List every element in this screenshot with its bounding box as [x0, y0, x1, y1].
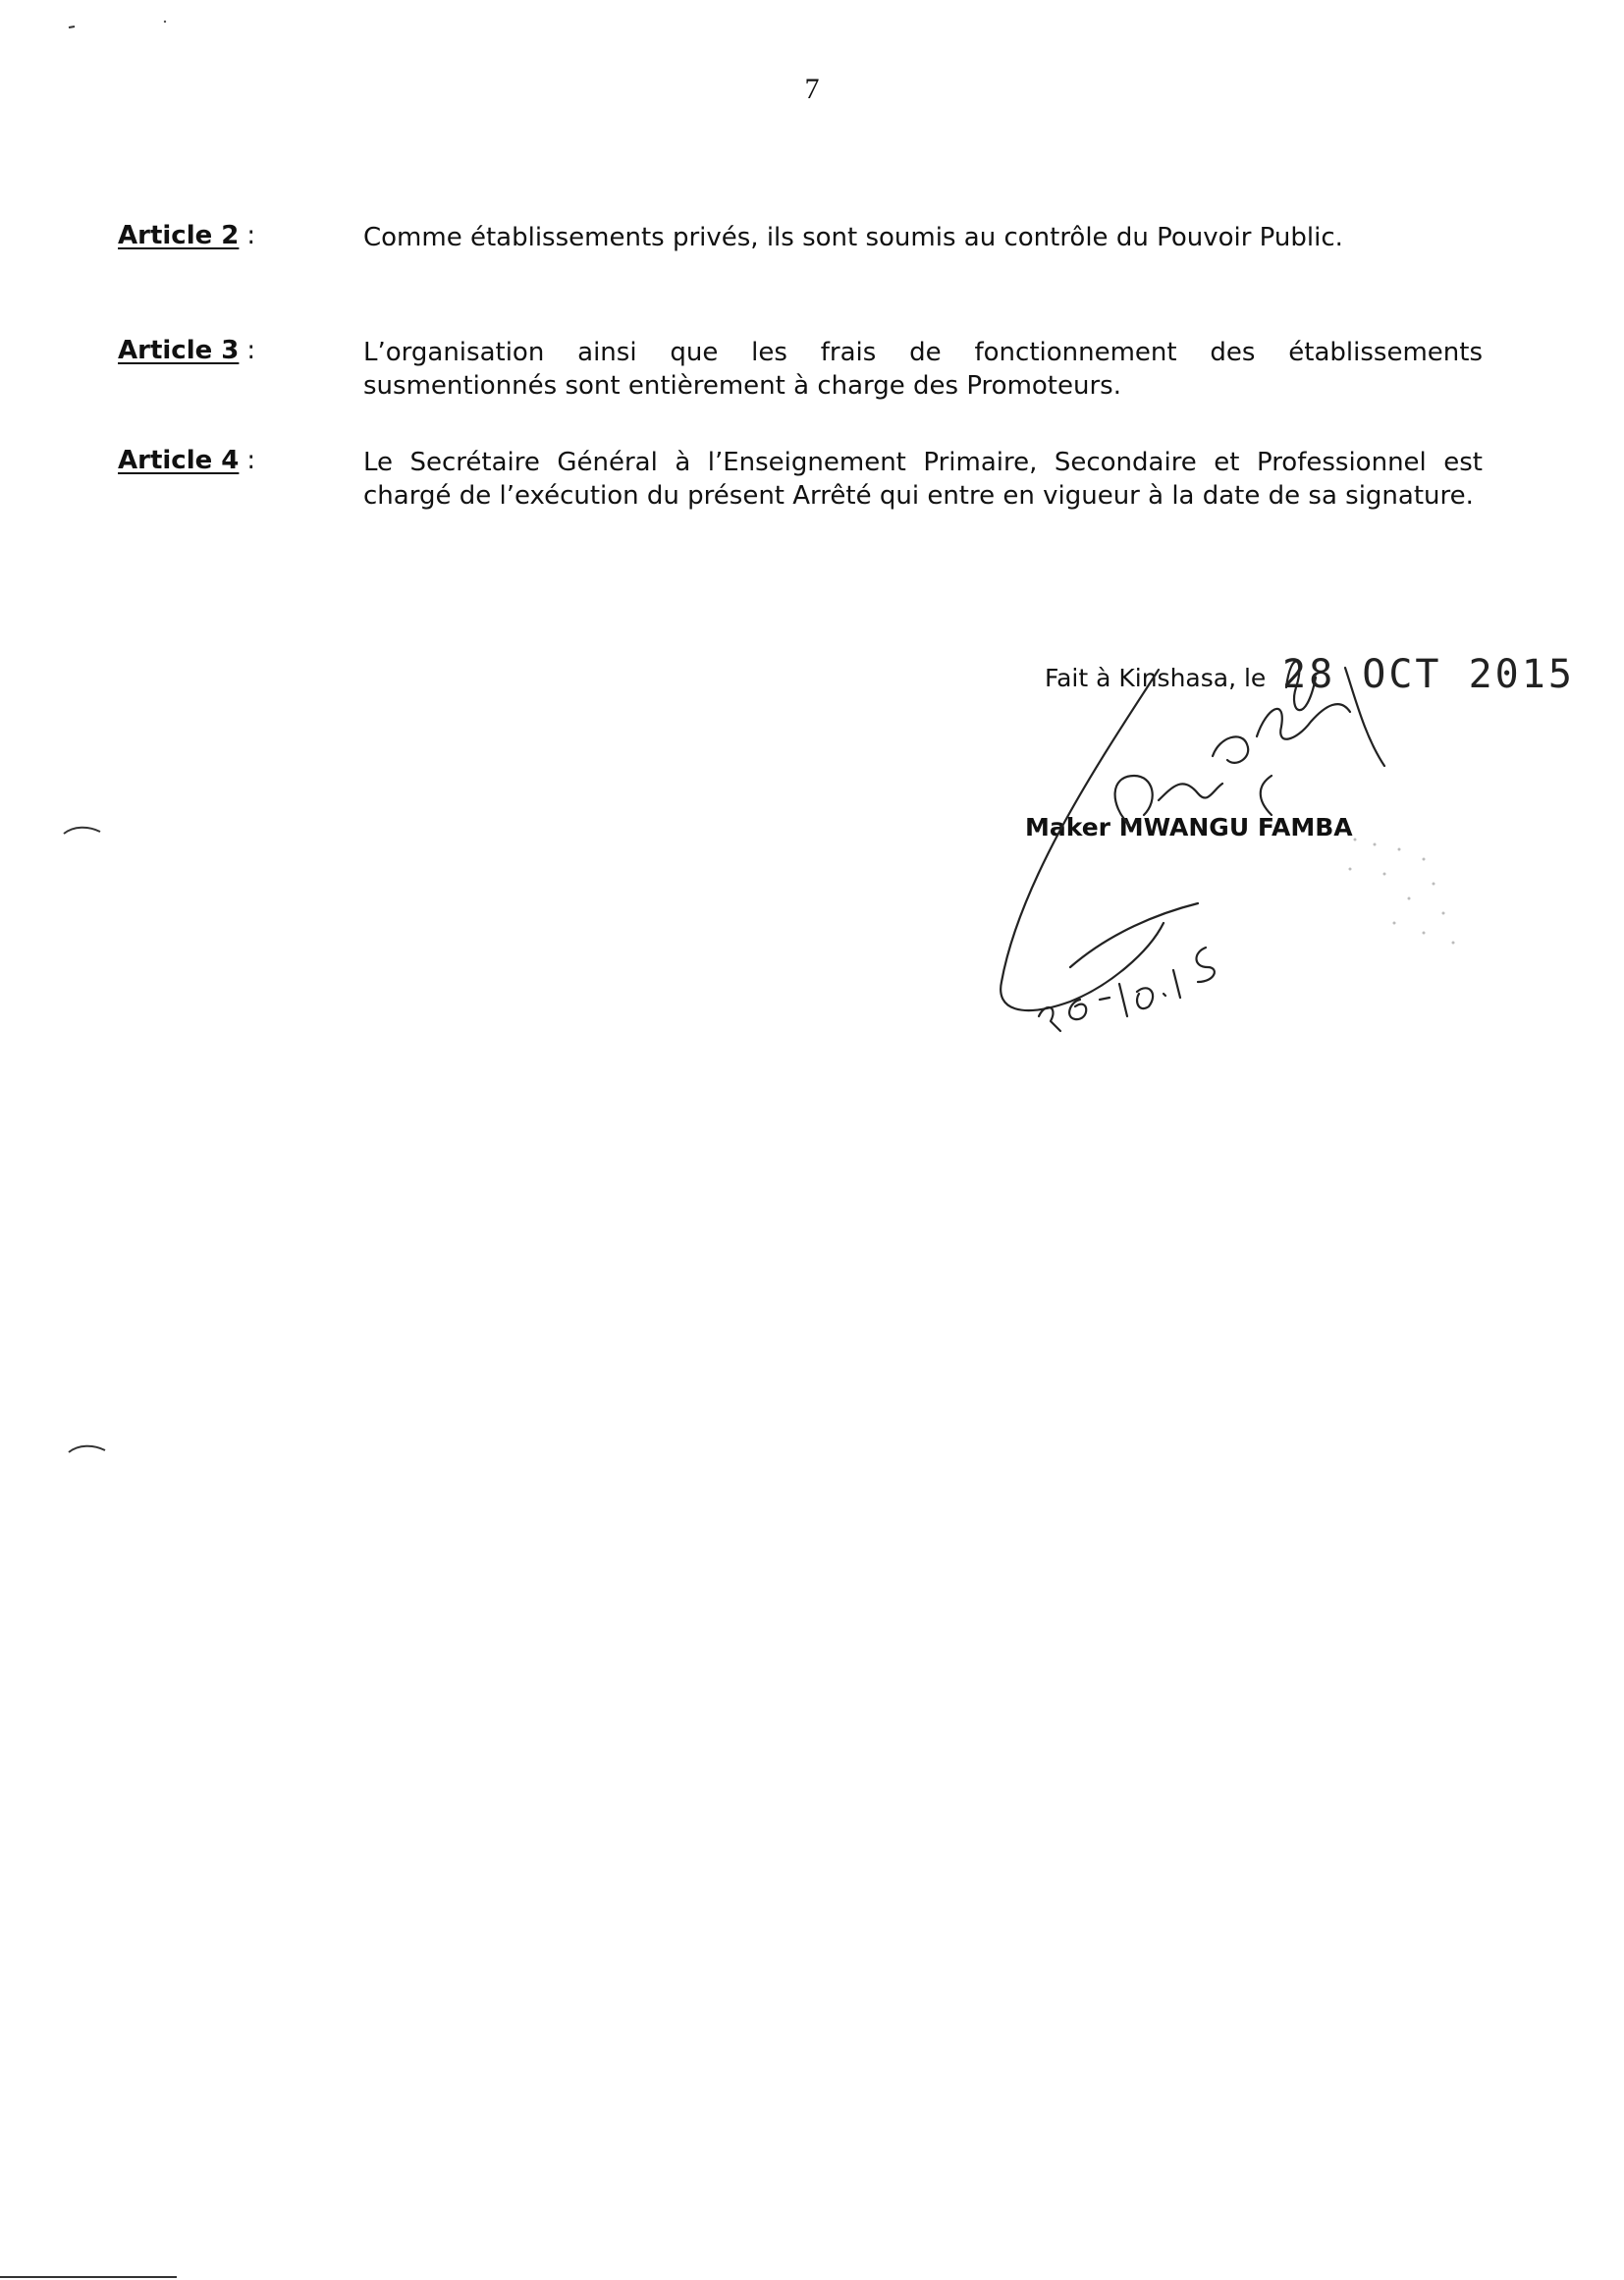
- signatory-name: Maker MWANGU FAMBA: [1025, 813, 1353, 841]
- signature-stroke: [1164, 994, 1165, 996]
- article-label: [118, 221, 255, 250]
- scan-mark: [64, 1439, 123, 1458]
- scan-mark: [59, 10, 177, 39]
- article-text: Comme établissements privés, ils sont soumis au contrôle du Pouvoir Public.: [363, 223, 1343, 252]
- handwritten-signature: [962, 628, 1473, 1041]
- signature-stroke: [1069, 1000, 1086, 1019]
- signature-stroke: [1173, 970, 1180, 998]
- article-label-text: Article 2: [118, 221, 240, 250]
- article-label: [118, 336, 255, 365]
- article-label-colon: :: [246, 336, 256, 365]
- article-label-text: Article 3: [118, 336, 240, 365]
- article-label: [118, 446, 255, 475]
- article-label-colon: :: [246, 446, 256, 475]
- article-text: L’organisation ainsi que les frais de fonctionnement des établissements susmentionnés sont entièrement à charge des Promoteurs.: [363, 338, 1483, 401]
- stamped-date: 28 OCT 2015: [1282, 652, 1575, 697]
- scan-edge-line: [0, 2274, 1624, 2280]
- signature-stroke: [1115, 776, 1222, 825]
- signature-stroke: [1100, 998, 1110, 1000]
- place-date-line: Fait à Kinshasa, le: [1045, 664, 1267, 692]
- signature-stroke: [1345, 668, 1384, 766]
- article-text: Le Secrétaire Général à l’Enseignement Primaire, Secondaire et Professionnel est chargé de l’exécution du présent Arrêté qui entre en vigueur à la date de sa signature.: [363, 448, 1483, 511]
- signature-stroke: [1119, 984, 1127, 1016]
- article-label-colon: :: [246, 221, 256, 250]
- article-label-text: Article 4: [118, 446, 240, 475]
- scan-mark: [59, 820, 118, 840]
- signature-stroke: [1286, 662, 1316, 711]
- signature-stroke: [1196, 948, 1214, 982]
- signature-stroke: [1070, 903, 1198, 967]
- signature-stroke: [1261, 776, 1272, 815]
- signature-stroke: [1137, 988, 1153, 1008]
- signature-stroke: [1001, 670, 1164, 1010]
- page-number: 7: [804, 73, 820, 105]
- signature-stroke: [1213, 736, 1248, 762]
- signature-stroke: [1039, 1007, 1060, 1031]
